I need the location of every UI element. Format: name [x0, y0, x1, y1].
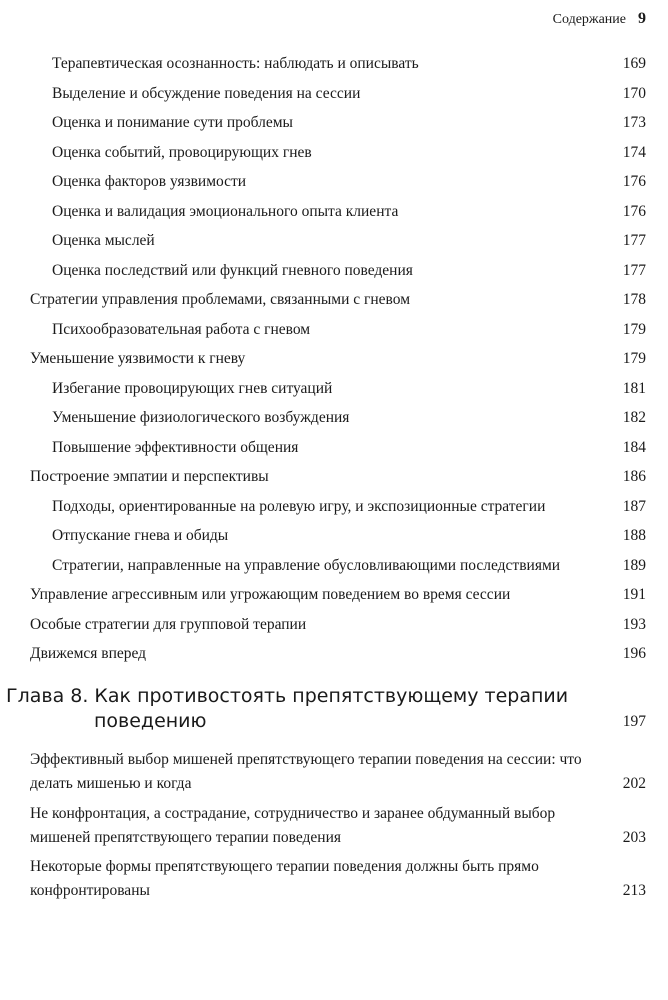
toc-entry-page: 193: [622, 615, 646, 633]
toc-entry-page: 191: [622, 586, 646, 603]
toc-entry-title: Стратегии, направленные на управление обусловливающими последствиями: [52, 556, 561, 574]
toc-entry: [0, 748, 668, 796]
toc-entry: [0, 436, 668, 460]
toc-entry-title: Оценка событий, провоцирующих гнев: [52, 143, 312, 161]
toc-entry: [0, 524, 668, 548]
toc-entry: [0, 347, 668, 371]
toc-entry-page: 202: [622, 775, 646, 792]
toc-entry-page: 177: [622, 232, 646, 249]
toc-entry: [0, 318, 668, 342]
running-header-section: Содержание: [552, 12, 626, 27]
toc-entry-page: 181: [622, 379, 646, 397]
toc-entry: [0, 465, 668, 489]
toc-entry: [0, 200, 668, 224]
toc-entry: [0, 583, 668, 607]
toc-entry-page: 182: [622, 409, 646, 426]
toc-entry-page: 187: [622, 497, 646, 515]
toc-entry-title: Выделение и обсуждение поведения на сессии: [52, 84, 361, 102]
chapter-heading: [0, 684, 668, 734]
toc-entry-page: 177: [622, 261, 646, 279]
toc-entry-title: Оценка и валидация эмоционального опыта клиента: [52, 202, 399, 220]
toc-entry-title: Особые стратегии для групповой терапии: [30, 615, 307, 633]
toc-entry-title: Эффективный выбор мишеней препятствующего терапии поведения на сессии: что делать мишенью и когда: [30, 751, 582, 792]
toc-entry-page: 174: [622, 143, 646, 161]
toc-entry-title: Построение эмпатии и перспективы: [30, 468, 269, 485]
toc-entry: [0, 141, 668, 165]
toc-entry-page: 189: [622, 556, 646, 574]
chapter-title: [6, 684, 623, 734]
toc-entry: [0, 802, 668, 850]
toc-entry-title: Уменьшение физиологического возбуждения: [52, 409, 350, 426]
toc-list-top: [0, 52, 668, 666]
toc-entry-page: 186: [622, 468, 646, 485]
chapter-title-line1: Глава 8. Как противостоять препятствующему терапии: [6, 685, 569, 707]
toc-entry-page: 176: [622, 173, 646, 190]
toc-entry-page: 170: [622, 84, 646, 102]
toc-entry-title: Стратегии управления проблемами, связанными с гневом: [30, 291, 411, 308]
toc-entry: [0, 82, 668, 106]
table-of-contents: [0, 52, 668, 909]
toc-list-bottom: [0, 748, 668, 903]
toc-entry-title: Психообразовательная работа с гневом: [52, 320, 311, 338]
toc-entry: [0, 554, 668, 578]
toc-entry-page: 178: [622, 291, 646, 308]
toc-entry-title: Управление агрессивным или угрожающим поведением во время сессии: [30, 586, 511, 603]
toc-entry: [0, 259, 668, 283]
toc-entry-page: 188: [622, 527, 646, 544]
toc-entry: [0, 495, 668, 519]
toc-entry-title: Оценка последствий или функций гневного поведения: [52, 261, 413, 279]
toc-entry-title: Уменьшение уязвимости к гневу: [30, 350, 246, 367]
toc-entry: [0, 855, 668, 903]
toc-entry: [0, 288, 668, 312]
toc-entry-title: Некоторые формы препятствующего терапии поведения должны быть прямо конфронтированы: [30, 858, 539, 899]
toc-entry-page: 184: [622, 438, 646, 456]
toc-entry-page: 169: [622, 55, 646, 72]
toc-entry-title: Движемся вперед: [30, 645, 147, 662]
toc-entry-title: Избегание провоцирующих гнев ситуаций: [52, 379, 333, 397]
toc-entry-page: 173: [622, 114, 646, 131]
chapter-page: 197: [622, 713, 646, 730]
toc-entry-page: 179: [622, 320, 646, 338]
toc-entry-title: Оценка и понимание сути проблемы: [52, 114, 293, 131]
toc-entry-page: 179: [622, 350, 646, 367]
toc-entry: [0, 642, 668, 666]
toc-entry-title: Оценка мыслей: [52, 232, 155, 249]
toc-entry: [0, 52, 668, 76]
toc-entry-page: 213: [622, 882, 646, 899]
toc-entry-title: Терапевтическая осознанность: наблюдать и описывать: [52, 55, 419, 72]
toc-entry: [0, 406, 668, 430]
toc-entry-title: Отпускание гнева и обиды: [52, 527, 229, 544]
toc-entry: [0, 170, 668, 194]
toc-entry-page: 203: [622, 828, 646, 846]
running-header: [553, 10, 646, 28]
toc-entry: [0, 613, 668, 637]
toc-entry: [0, 111, 668, 135]
toc-entry-title: Оценка факторов уязвимости: [52, 173, 247, 190]
toc-entry-title: Подходы, ориентированные на ролевую игру, и экспозиционные стратегии: [52, 497, 546, 515]
toc-entry-page: 176: [622, 202, 646, 220]
toc-entry-page: 196: [622, 645, 646, 662]
toc-entry: [0, 377, 668, 401]
toc-entry-title: Повышение эффективности общения: [52, 438, 299, 456]
chapter-title-line2: поведению: [94, 710, 207, 732]
toc-entry: [0, 229, 668, 253]
page-number: 9: [638, 10, 646, 27]
toc-entry-title: Не конфронтация, а сострадание, сотрудничество и заранее обдуманный выбор мишеней препятствующего терапии поведения: [30, 804, 556, 846]
